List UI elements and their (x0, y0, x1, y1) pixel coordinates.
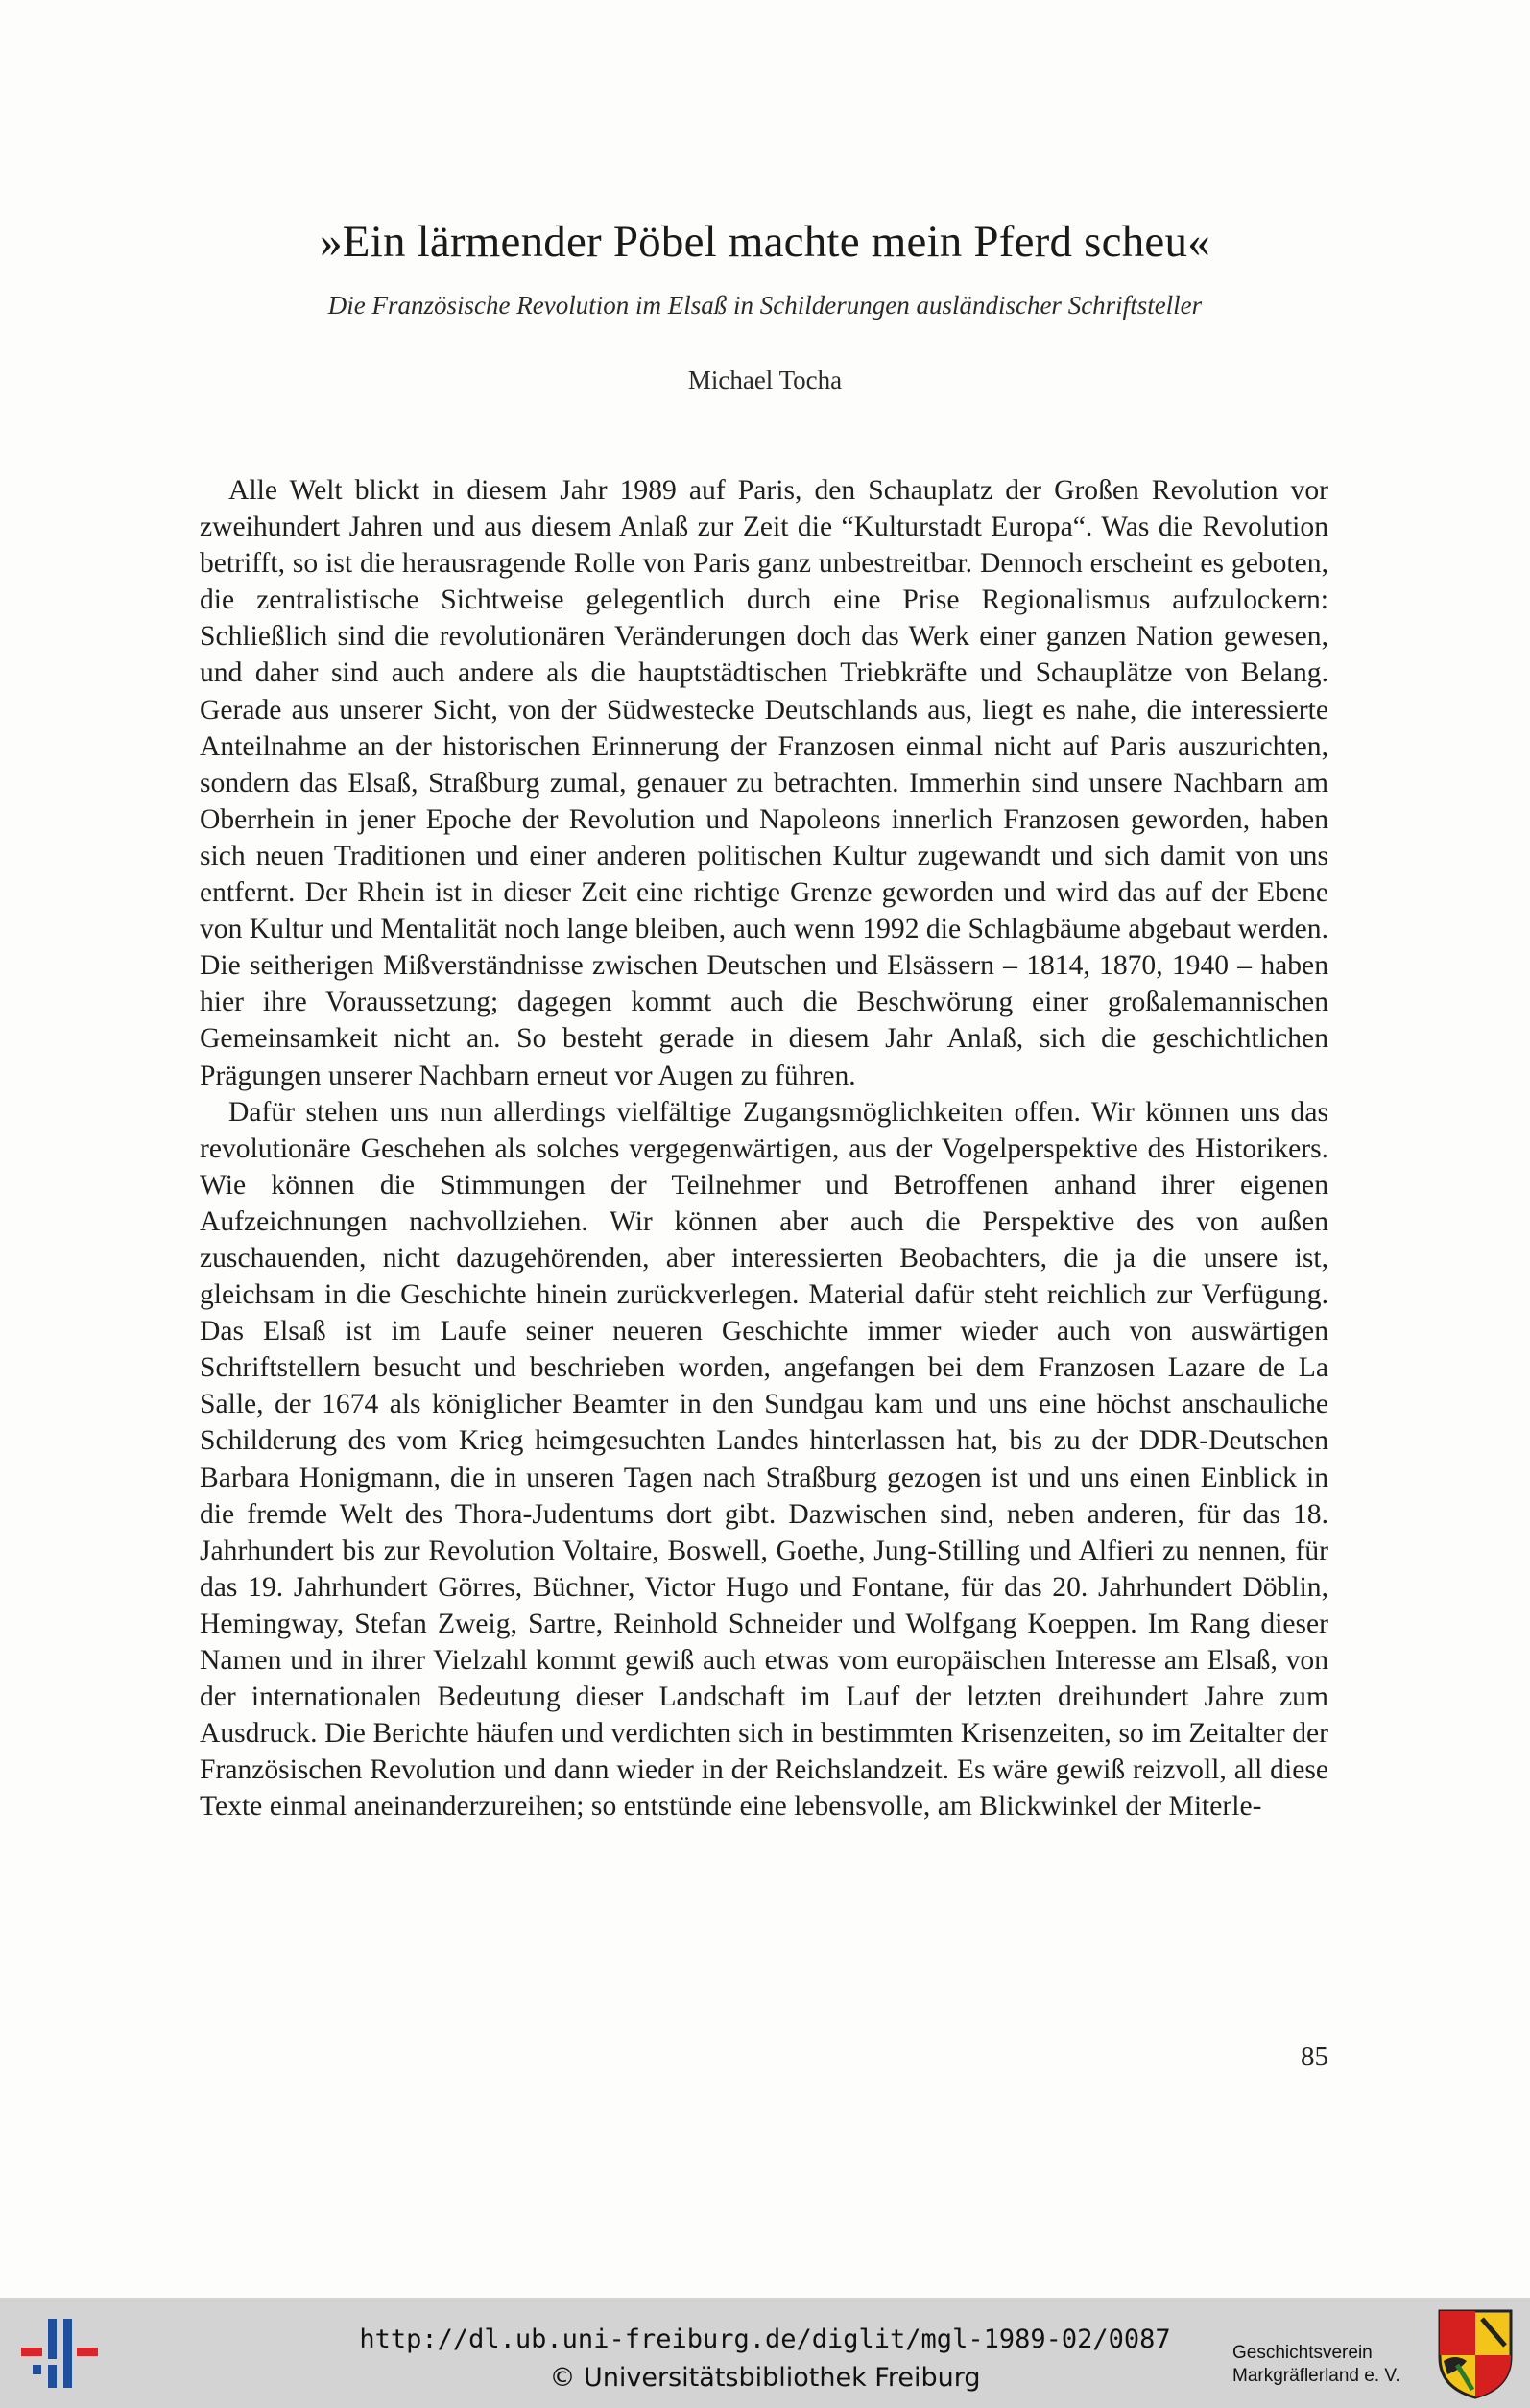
society-name-line1: Geschichtsverein (1232, 2343, 1373, 2363)
author-name: Michael Tocha (687, 366, 843, 394)
copyright-text: © Universitätsbibliothek Freiburg (549, 2363, 981, 2393)
source-url-link[interactable]: http://dl.ub.uni-freiburg.de/diglit/mgl-1989-02/0087 (359, 2325, 1171, 2354)
society-name-line2: Markgräflerland e. V. (1232, 2366, 1400, 2386)
page-title: »Ein lärmender Pöbel machte mein Pferd scheu« (320, 217, 1210, 267)
page-number: 85 (1301, 2041, 1328, 2072)
body-text (200, 472, 1328, 1824)
society-name (1232, 2342, 1434, 2388)
paragraph-2: Dafür stehen uns nun allerdings vielfältige Zugangsmöglichkeiten offen. Wir können uns das revolutionäre Geschehen als solches vergegenwärtigen, aus der Vogelperspektive des Historikers. Wie können die Stimmungen der Teilnehmer und Betroffenen anhand ihrer eigenen Aufzeichnungen nachvollziehen. Wir können aber auch die Perspektive des von außen zuschauenden, nicht dazugehörenden, aber interessierten Beobachters, die ja die unsere ist, gleichsam in die Geschichte hinein zurückverlegen. Material dafür steht reichlich zur Verfügung. Das Elsaß ist im Laufe seiner neueren Geschichte immer wieder auch von auswärtigen Schriftstellern besucht und beschrieben worden, angefangen bei dem Franzosen Lazare de La Salle, der 1674 als königlicher Beamter in den Sundgau kam und uns eine höchst anschauliche Schilderung des vom Krieg heimgesuchten Landes hinterlassen hat, bis zu der DDR-Deutschen Barbara Honigmann, die in unseren Tagen nach Straßburg gezogen ist und uns einen Einblick in die fremde Welt des Thora-Judentums dort gibt. Dazwischen sind, neben anderen, für das 18. Jahrhundert bis zur Revolution Voltaire, Boswell, Goethe, Jung-Stilling und Alfieri zu nennen, für das 19. Jahrhundert Görres, Büchner, Victor Hugo und Fontane, für das 20. Jahrhundert Döblin, Hemingway, Stefan Zweig, Sartre, Reinhold Schneider und Wolfgang Koeppen. Im Rang dieser Namen und in ihrer Vielzahl kommt gewiß auch etwas vom europäischen Interesse am Elsaß, von der internationalen Bedeutung dieser Landschaft im Lauf der letzten dreihundert Jahre zum Ausdruck. Die Berichte häufen und verdichten sich in bestimmten Krisenzeiten, so im Zeitalter der Französischen Revolution und dann wieder in der Reichslandzeit. Es wäre gewiß reizvoll, all diese Texte einmal aneinanderzureihen; so entstünde eine lebensvolle, am Blickwinkel der Miterle- (200, 1096, 1328, 1823)
society-crest-icon[interactable] (1436, 2307, 1515, 2399)
page-subtitle: Die Französische Revolution im Elsaß in Schilderungen ausländischer Schriftsteller (327, 291, 1203, 320)
paragraph-1: Alle Welt blickt in diesem Jahr 1989 auf Paris, den Schauplatz der Großen Revolution vor zweihundert Jahren und aus diesem Anlaß zur Zeit die “Kulturstadt Europa“. Was die Revolution betrifft, so ist die herausragende Rolle von Paris ganz unbestreitbar. Dennoch erscheint es geboten, die zentralistische Sichtweise gelegentlich durch eine Prise Regionalismus aufzulockern: Schließlich sind die revolutionären Veränderungen doch das Werk einer ganzen Nation gewesen, und daher sind auch andere als die hauptstädtischen Triebkräfte und Schauplätze von Belang. Gerade aus unserer Sicht, von der Südwestecke Deutschlands aus, liegt es nahe, die interessierte Anteilnahme an der historischen Erinnerung der Franzosen einmal nicht auf Paris auszurichten, sondern das Elsaß, Straßburg zumal, genauer zu betrachten. Immerhin sind unsere Nachbarn am Oberrhein in jener Epoche der Revolution und Napoleons innerlich Franzosen geworden, haben sich neuen Traditionen und einer anderen politischen Kultur zugewandt und sich damit von uns entfernt. Der Rhein ist in dieser Zeit eine richtige Grenze geworden und wird das auf der Ebene von Kultur und Mentalität noch lange bleiben, auch wenn 1992 die Schlagbäume abgebaut werden. Die seitherigen Mißverständnisse zwischen Deutschen und Elsässern – 1814, 1870, 1940 – haben hier ihre Voraussetzung; dagegen kommt auch die Beschwörung einer großalemannischen Gemeinsamkeit nicht an. So besteht gerade in diesem Jahr Anlaß, sich die geschichtlichen Prägungen unserer Nachbarn erneut vor Augen zu führen. (200, 475, 1329, 1091)
